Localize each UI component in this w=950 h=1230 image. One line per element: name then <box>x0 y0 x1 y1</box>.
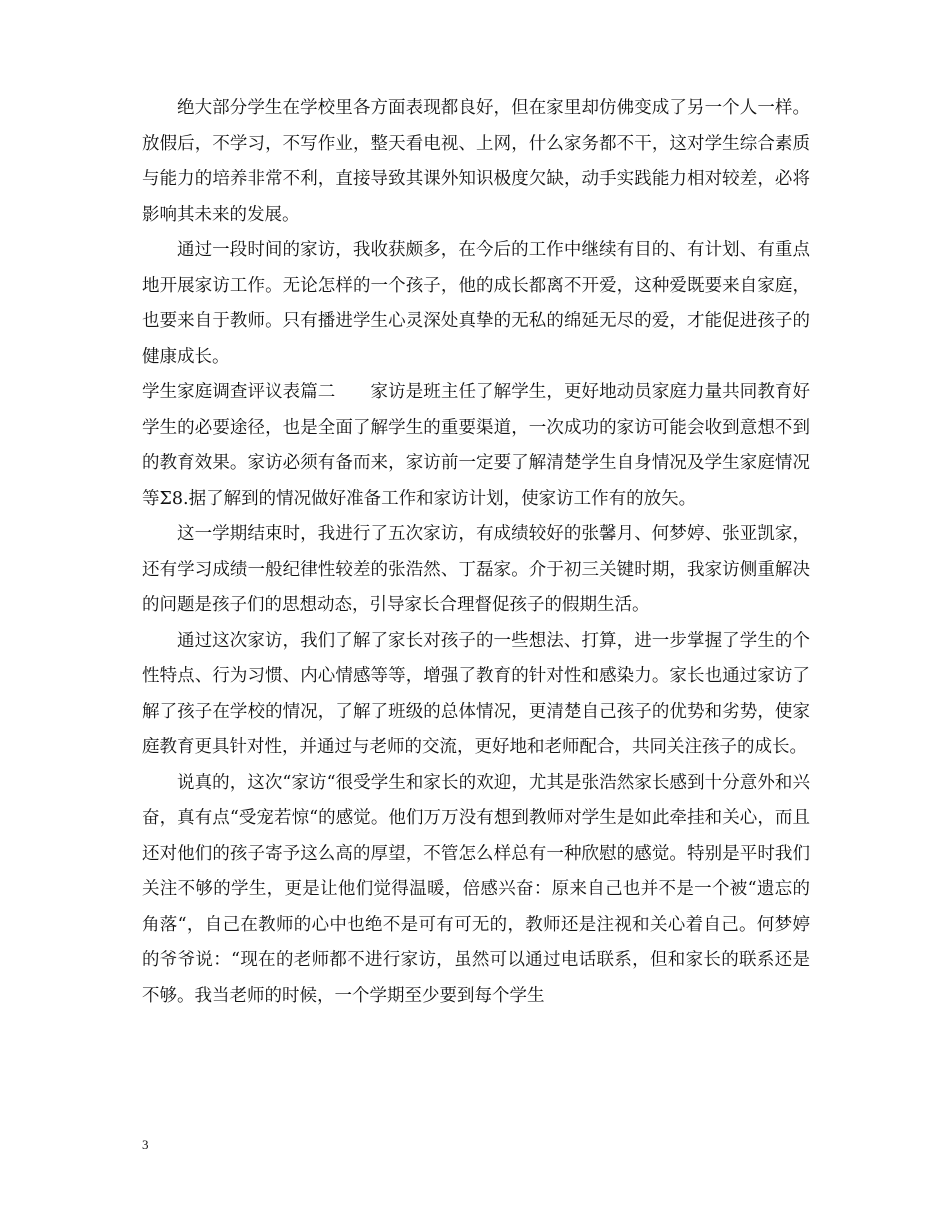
paragraph-1: 绝大部分学生在学校里各方面表现都良好，但在家里却仿佛变成了另一个人一样。放假后，不学习，不写作业，整天看电视、上网，什么家务都不干，这对学生综合素质与能力的培养非常不利，直接导致其课外知识极度欠缺，动手实践能力相对较差，必将影响其未来的发展。 <box>142 98 810 225</box>
paragraph-5: 通过这次家访，我们了解了家长对孩子的一些想法、打算，进一步掌握了学生的个性特点、行为习惯、内心情感等等，增强了教育的针对性和感染力。家长也通过家访了解了孩子在学校的情况，了解了班级的总体情况，更清楚自己孩子的优势和劣势，使家庭教育更具针对性，并通过与老师的交流，更好地和老师配合，共同关注孩子的成长。 <box>142 630 810 757</box>
paragraph-3-section-heading: 学生家庭调查评议表篇二 家访是班主任了解学生，更好地动员家庭力量共同教育好学生的必要途径，也是全面了解学生的重要渠道，一次成功的家访可能会收到意想不到的教育效果。家访必须有备而来，家访前一定要了解清楚学生自身情况及学生家庭情况等Σ8.据了解到的情况做好准备工作和家访计划，使家访工作有的放矢。 <box>142 382 810 509</box>
document-body <box>142 91 810 1014</box>
paragraph-4: 这一学期结束时，我进行了五次家访，有成绩较好的张馨月、何梦婷、张亚凯家，还有学习成绩一般纪律性较差的张浩然、丁磊家。介于初三关键时期，我家访侧重解决的问题是孩子们的思想动态，引导家长合理督促孩子的假期生活。 <box>142 524 810 615</box>
paragraph-6: 说真的，这次“家访“很受学生和家长的欢迎，尤其是张浩然家长感到十分意外和兴奋，真有点“受宠若惊“的感觉。他们万万没有想到教师对学生是如此牵挂和关心，而且还对他们的孩子寄予这么高的厚望，不管怎么样总有一种欣慰的感觉。特别是平时我们关注不够的学生，更是让他们觉得温暖，倍感兴奋：原来自己也并不是一个被“遗忘的角落“，自己在教师的心中也绝不是可有可无的，教师还是注视和关心着自己。何梦婷的爷爷说：“现在的老师都不进行家访，虽然可以通过电话联系，但和家长的联系还是不够。我当老师的时候，一个学期至少要到每个学生 <box>142 772 810 1006</box>
page-number: 3 <box>142 1137 149 1152</box>
paragraph-2: 通过一段时间的家访，我收获颇多，在今后的工作中继续有目的、有计划、有重点地开展家访工作。无论怎样的一个孩子，他的成长都离不开爱，这种爱既要来自家庭，也要来自于教师。只有播进学生心灵深处真挚的无私的绵延无尽的爱，才能促进孩子的健康成长。 <box>142 240 810 367</box>
